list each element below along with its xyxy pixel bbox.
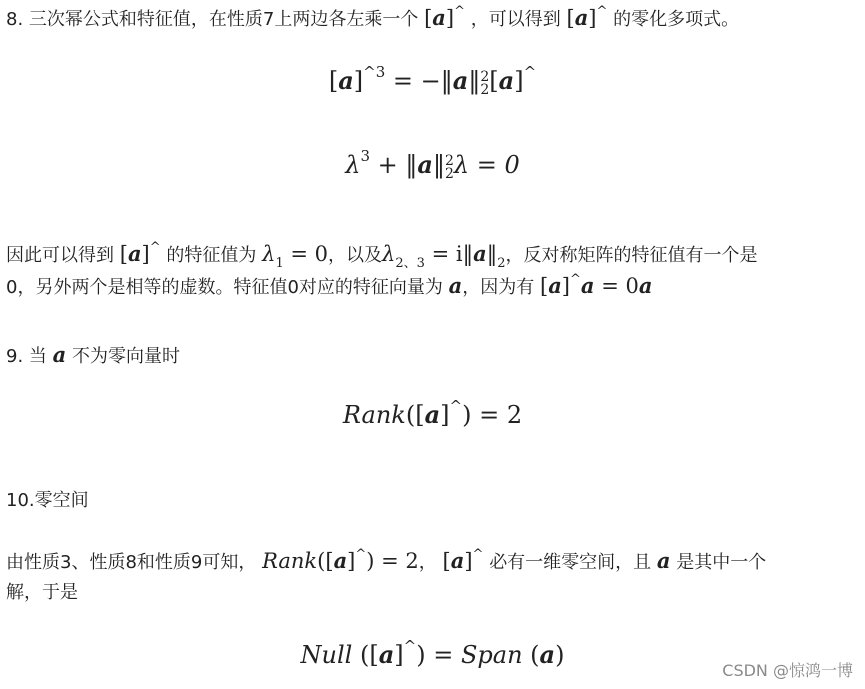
paragraph-null-space: 由性质3、性质8和性质9可知， Rank([a]^) = 2， [a]^ 必有一维零空间，且 a 是其中一个 解，于是 <box>6 547 767 603</box>
math-rank: Rank([a]^) = 2 <box>262 547 419 573</box>
math-a: a <box>656 548 671 573</box>
paragraph-10-title: 10.零空间 <box>6 490 89 511</box>
watermark: CSDN @惊鸿一博 <box>722 661 853 680</box>
math-a-hat: [a]^ <box>424 4 466 30</box>
p8-text-3: 的零化多项式。 <box>613 9 740 30</box>
paragraph-8 <box>6 3 858 35</box>
equation-annihilating-polynomial: $\lambda^3$ + ‖a‖ 2 2 λ = 0 <box>345 147 520 182</box>
p8-text-1: 8. 三次幂公式和特征值，在性质7上两边各左乘一个 <box>6 9 419 30</box>
equation-rank: Rank([a]^) = 2 <box>342 397 523 429</box>
equation-cubic-power: $[a]^{\^{}3}$ = −‖a‖ 2 2 [a]^ <box>328 63 537 98</box>
math-a-hat-a-zero: [a]^a = 0a <box>539 272 653 298</box>
equation-null-span: Null ([a]^) = Span (a) <box>300 637 565 669</box>
math-a: a <box>52 342 67 367</box>
math-a-hat: [a]^ <box>119 240 161 266</box>
math-a-hat: [a]^ <box>442 547 484 573</box>
paragraph-eigenvalues: 因此可以得到 [a]^ 的特征值为 $\lambda_1 = 0$，以及$\lambda_{2、3}$ = $i‖a‖_2$，反对称矩阵的特征值有一个是 0，另外两个是相等的虚数。特征值0对应的特征向量为 a，因为有 [a]^a = 0a <box>6 240 758 298</box>
math-lambda-1: $\lambda_1 = 0$ <box>262 242 329 271</box>
math-a: a <box>448 273 463 298</box>
math-lambda-23: $\lambda_{2、3}$ = $i‖a‖_2$ <box>382 241 506 271</box>
paragraph-9: 9. 当 a 不为零向量时 <box>6 342 180 367</box>
p8-text-2: ，可以得到 <box>470 9 561 30</box>
math-a-hat: [a]^ <box>566 4 608 30</box>
